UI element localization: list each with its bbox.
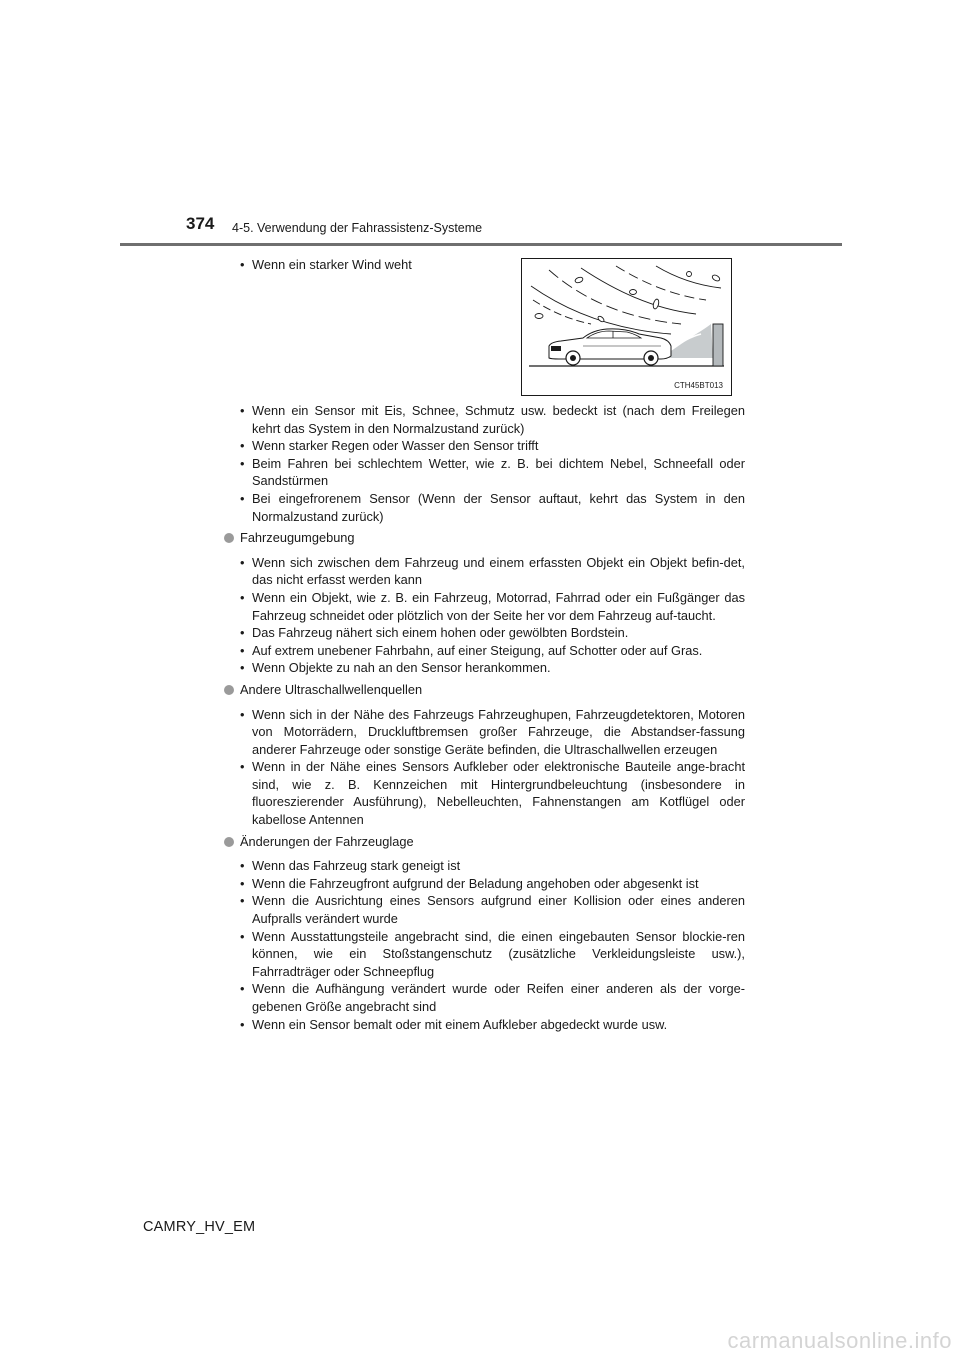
environment-bullet-list bbox=[240, 554, 745, 677]
list-item: • Wenn ein Sensor bemalt oder mit einem Aufkleber abgedeckt wurde usw. bbox=[240, 1016, 745, 1034]
list-item: • Wenn starker Regen oder Wasser den Sensor trifft bbox=[240, 437, 745, 455]
attitude-bullet-list bbox=[240, 857, 745, 1033]
bullet-circle-icon bbox=[224, 685, 234, 695]
list-item: • Wenn Ausstattungsteile angebracht sind, die einen eingebauten Sensor blockie-ren können, wie ein Stoßstangenschutz (zusätzliche Verkleidungsleiste usw.), Fahrradträger oder Schneepflug bbox=[240, 928, 745, 981]
list-item: • Bei eingefrorenem Sensor (Wenn der Sensor auftaut, kehrt das System in den Normalzustand zurück) bbox=[240, 490, 745, 525]
leaf-icon bbox=[535, 314, 543, 319]
leaf-icon bbox=[630, 290, 637, 295]
ultrasonic-bullet-list bbox=[240, 706, 745, 829]
header-divider bbox=[120, 243, 842, 246]
list-item: • Wenn das Fahrzeug stark geneigt ist bbox=[240, 857, 745, 875]
list-item: • Wenn in der Nähe eines Sensors Aufkleber oder elektronische Bauteile ange-bracht sind, wie z. B. Kennzeichen mit Hintergrundbeleuchtung (insbesondere in fluoreszierender Ausführung), Nebelleuchten, Fahnenstangen am Kotflügel oder kabellose Antennen bbox=[240, 758, 745, 828]
section-heading bbox=[224, 681, 745, 699]
leaf-icon bbox=[687, 272, 692, 277]
list-item: • Wenn die Fahrzeugfront aufgrund der Beladung angehoben oder abgesenkt ist bbox=[240, 875, 745, 893]
list-item: • Auf extrem unebener Fahrbahn, auf einer Steigung, auf Schotter oder auf Gras. bbox=[240, 642, 745, 660]
weather-bullet-list bbox=[240, 402, 745, 525]
bullet-circle-icon bbox=[224, 533, 234, 543]
model-code: CAMRY_HV_EM bbox=[143, 1219, 256, 1235]
list-item: • Wenn Objekte zu nah an den Sensor herankommen. bbox=[240, 659, 745, 677]
wind-bullet-list bbox=[240, 256, 500, 274]
section-heading bbox=[224, 833, 745, 851]
wind-illustration bbox=[521, 258, 732, 396]
list-item: • Wenn ein starker Wind weht bbox=[240, 256, 500, 274]
section-heading bbox=[224, 529, 745, 547]
list-item: • Wenn sich zwischen dem Fahrzeug und einem erfassten Objekt ein Objekt befin-det, das nicht erfasst werden kann bbox=[240, 554, 745, 589]
list-item: • Wenn sich in der Nähe des Fahrzeugs Fahrzeughupen, Fahrzeugdetektoren, Motoren von Motorrädern, Druckluftbremsen großer Fahrzeuge, die Abstandser-fassung anderer Fahrzeuge oder sonstige Geräte befinden, die Ultraschallwellen erzeugen bbox=[240, 706, 745, 759]
page-number: 374 bbox=[186, 214, 215, 233]
list-item: • Wenn die Aufhängung verändert wurde oder Reifen einer anderen als der vorge-gebenen Größe angebracht sind bbox=[240, 980, 745, 1015]
list-item: • Wenn ein Objekt, wie z. B. ein Fahrzeug, Motorrad, Fahrrad oder ein Fußgänger das Fahrzeug schneidet oder plötzlich von der Seite her vor dem Fahrzeug auf-taucht. bbox=[240, 589, 745, 624]
wind-car-drawing bbox=[521, 258, 732, 396]
main-content bbox=[240, 402, 745, 1033]
list-item: • Beim Fahren bei schlechtem Wetter, wie z. B. bei dichtem Nebel, Schneefall oder Sandstürmen bbox=[240, 455, 745, 490]
list-item: • Wenn die Ausrichtung eines Sensors aufgrund einer Kollision oder eines anderen Aufpralls verändert wurde bbox=[240, 892, 745, 927]
bullet-circle-icon bbox=[224, 837, 234, 847]
list-item: • Wenn ein Sensor mit Eis, Schnee, Schmutz usw. bedeckt ist (nach dem Freilegen kehrt das System in den Normalzustand zurück) bbox=[240, 402, 745, 437]
section-heading-text: Fahrzeugumgebung bbox=[240, 530, 355, 546]
list-item: • Das Fahrzeug nähert sich einem hohen oder gewölbten Bordstein. bbox=[240, 624, 745, 642]
section-title: 4-5. Verwendung der Fahrassistenz-Systeme bbox=[232, 221, 483, 235]
section-heading-text: Änderungen der Fahrzeuglage bbox=[240, 833, 414, 849]
illustration-code: CTH45BT013 bbox=[674, 381, 723, 390]
wall-icon bbox=[713, 324, 723, 366]
watermark: carmanualsonline.info bbox=[727, 1328, 952, 1353]
illustration-frame bbox=[522, 259, 732, 396]
section-heading-text: Andere Ultraschallwellenquellen bbox=[240, 681, 423, 697]
